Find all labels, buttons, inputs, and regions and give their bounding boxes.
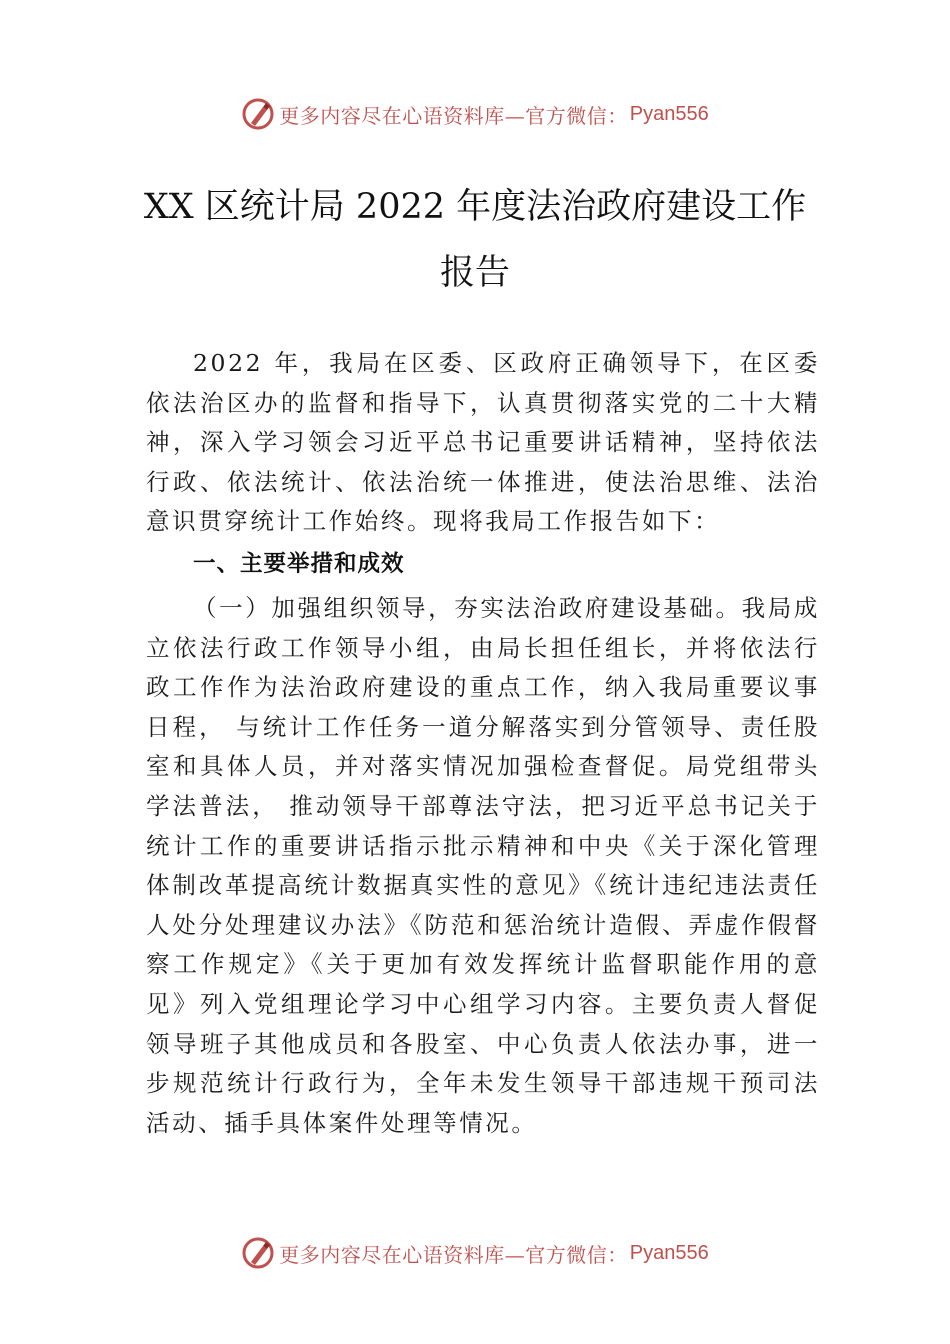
subsection-body: 我局成立依法行政工作领导小组，由局长担任组长，并将依法行政工作作为法治政府建设的重点工作，纳入我局重要议事日程， 与统计工作任务一道分解落实到分管领导、责任股室和具体人员，并对落实情况加强检查督促。局党组带头学法普法， 推动领导干部尊法守法，把习近平总书记关于统计工作的重要讲话指示批示精神和中央《关于深化管理体制改革提高统计数据真实性的意见》《统计违纪违法责任人处分处理建议办法》《防范和惩治统计造假、弄虚作假督察工作规定》《关于更加有效发挥统计监督职能作用的意见》列入党组理论学习中心组学习内容。主要负责人督促领导班子其他成员和各股室、中心负责人依法办事，进一步规范统计行政行为，全年未发生领导干部违规干预司法活动、插手具体案件处理等情况。 (146, 594, 820, 1137)
section-heading: 一、主要举措和成效 (193, 551, 405, 577)
watermark-wechat-id: Pyan556 (629, 102, 709, 125)
subsection-lead: （一）加强组织领导，夯实法治政府建设基础。 (193, 594, 742, 622)
header-watermark (0, 94, 950, 134)
watermark-text: 更多内容尽在心语资料库—官方微信： (279, 1242, 628, 1267)
footer-watermark (0, 1233, 950, 1273)
document-title-line2: 报告 (439, 253, 510, 293)
intro-paragraph: 2022 年，我局在区委、区政府正确领导下，在区委依法治区办的监督和指导下，认真贯彻落实党的二十大精神，深入学习领会习近平总书记重要讲话精神，坚持依法行政、依法统计、依法治统一体推进，使法治思维、法治意识贯穿统计工作始终。现将我局工作报告如下： (146, 349, 820, 536)
watermark-wechat-id: Pyan556 (629, 1241, 709, 1264)
subsection-paragraph (146, 589, 820, 1143)
pen-logo-icon (241, 97, 275, 131)
watermark-text: 更多内容尽在心语资料库—官方微信： (279, 103, 628, 128)
document-title-line1: XX 区统计局 2022 年度法治政府建设工作 (143, 187, 807, 227)
pen-logo-icon (241, 1236, 275, 1270)
